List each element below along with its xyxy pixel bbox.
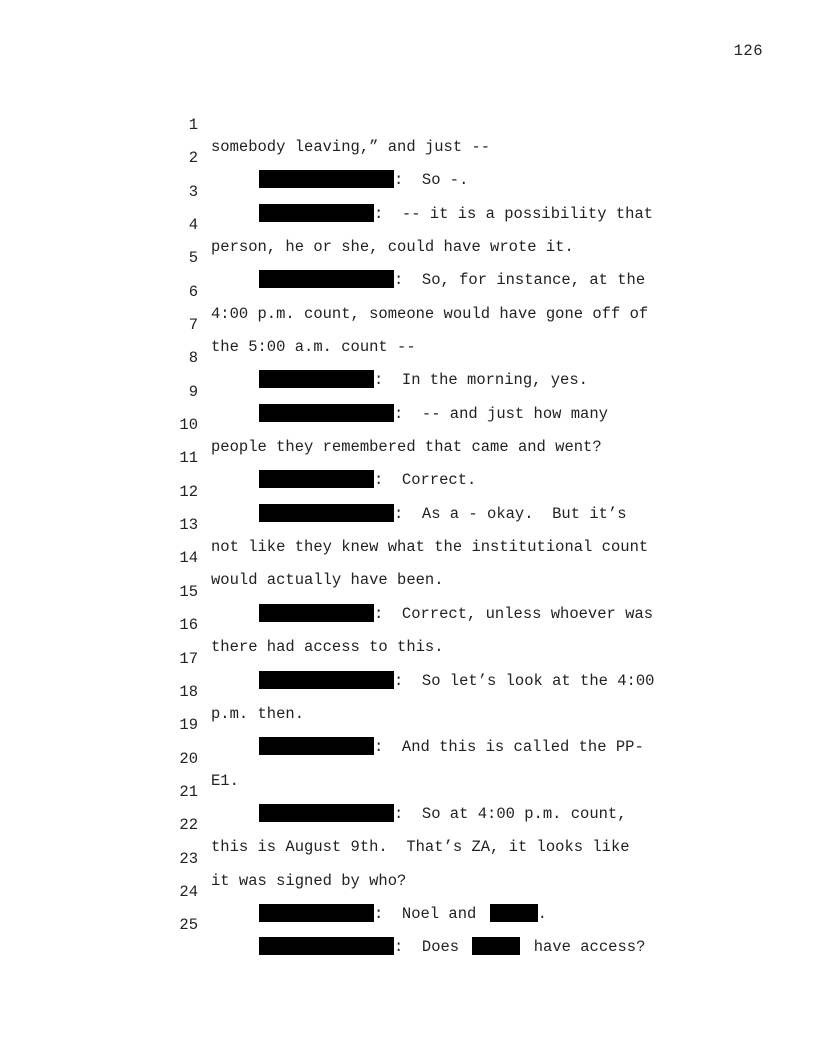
transcript-line [0, 425, 816, 490]
line-text: this is August 9th. That’s ZA, it looks like [211, 838, 630, 857]
transcript-line [0, 225, 816, 290]
line-text-tail: have access? [533, 938, 646, 957]
line-text: people they remembered that came and went? [211, 438, 602, 457]
line-number: 11 [179, 449, 198, 468]
line-text: somebody leaving,” and just -- [211, 138, 491, 156]
line-text: would actually have been. [211, 571, 444, 590]
line-text: : -- it is a possibility that [374, 204, 654, 223]
line-text: : Noel and [374, 904, 477, 923]
transcript-line [0, 826, 816, 890]
transcript-line [0, 325, 816, 390]
transcript-line [0, 159, 816, 223]
transcript-line [0, 459, 816, 523]
transcript-line [0, 659, 816, 723]
redacted-name [472, 937, 520, 955]
line-number: 16 [179, 616, 198, 635]
line-number: 5 [188, 249, 198, 268]
line-number: 12 [179, 482, 198, 501]
transcript-line [0, 726, 816, 790]
transcript-line [0, 626, 816, 690]
line-number: 7 [188, 316, 198, 335]
line-text: person, he or she, could have wrote it. [211, 238, 574, 257]
line-number: 22 [179, 816, 198, 835]
line-text: it was signed by who? [211, 871, 407, 890]
transcript-line [0, 892, 816, 957]
line-text: E1. [211, 771, 239, 790]
transcript-line [0, 492, 816, 557]
line-number: 13 [179, 516, 198, 535]
transcript-line [0, 392, 816, 457]
transcript-body [0, 92, 816, 957]
line-text: : Correct. [374, 471, 477, 490]
page-number: 126 [733, 42, 763, 60]
line-number: 2 [188, 149, 198, 168]
line-number: 18 [179, 682, 198, 701]
line-number: 10 [179, 416, 198, 435]
line-text: : In the morning, yes. [374, 371, 588, 390]
transcript-line [0, 759, 816, 823]
line-number: 1 [188, 116, 198, 134]
line-number: 25 [179, 916, 198, 935]
transcript-line [0, 525, 816, 590]
line-text: : Correct, unless whoever was [374, 604, 654, 623]
line-text: : Does [394, 938, 460, 957]
line-number: 14 [179, 549, 198, 568]
line-number: 8 [188, 349, 198, 368]
line-text: : As a - okay. But it’s [394, 504, 627, 523]
transcript-line [0, 859, 816, 923]
line-number: 20 [179, 749, 198, 768]
line-text: not like they knew what the institutional count [211, 538, 649, 557]
transcript-line [0, 559, 816, 623]
line-text: 4:00 p.m. count, someone would have gone off of [211, 304, 649, 323]
line-text: : -- and just how many [394, 404, 608, 423]
line-text: : So -. [394, 171, 469, 190]
transcript-line [0, 592, 816, 657]
line-number: 21 [179, 782, 198, 801]
line-number: 15 [179, 582, 198, 601]
line-number: 19 [179, 716, 198, 735]
line-number: 23 [179, 849, 198, 868]
line-text: : So let’s look at the 4:00 [394, 671, 655, 690]
line-number: 17 [179, 649, 198, 668]
transcript-line [0, 259, 816, 323]
transcript-line [0, 692, 816, 757]
line-number: 3 [188, 182, 198, 201]
line-text: : So, for instance, at the [394, 271, 646, 290]
transcript-line [0, 192, 816, 257]
line-text: p.m. then. [211, 704, 305, 723]
line-number: 4 [188, 216, 198, 235]
transcript-line [0, 125, 816, 190]
transcript-line [0, 792, 816, 857]
redacted-speaker-name [259, 937, 394, 955]
line-number: 6 [188, 282, 198, 301]
speaker-line [259, 936, 645, 958]
line-text: there had access to this. [211, 638, 444, 657]
line-text: the 5:00 a.m. count -- [211, 338, 416, 357]
line-text: : And this is called the PP- [374, 738, 644, 757]
transcript-line [0, 292, 816, 357]
line-number: 24 [179, 882, 198, 901]
transcript-line [0, 92, 816, 156]
transcript-line [0, 359, 816, 423]
line-text-tail: . [537, 904, 547, 923]
line-number: 9 [188, 382, 198, 401]
line-text: : So at 4:00 p.m. count, [394, 804, 627, 823]
